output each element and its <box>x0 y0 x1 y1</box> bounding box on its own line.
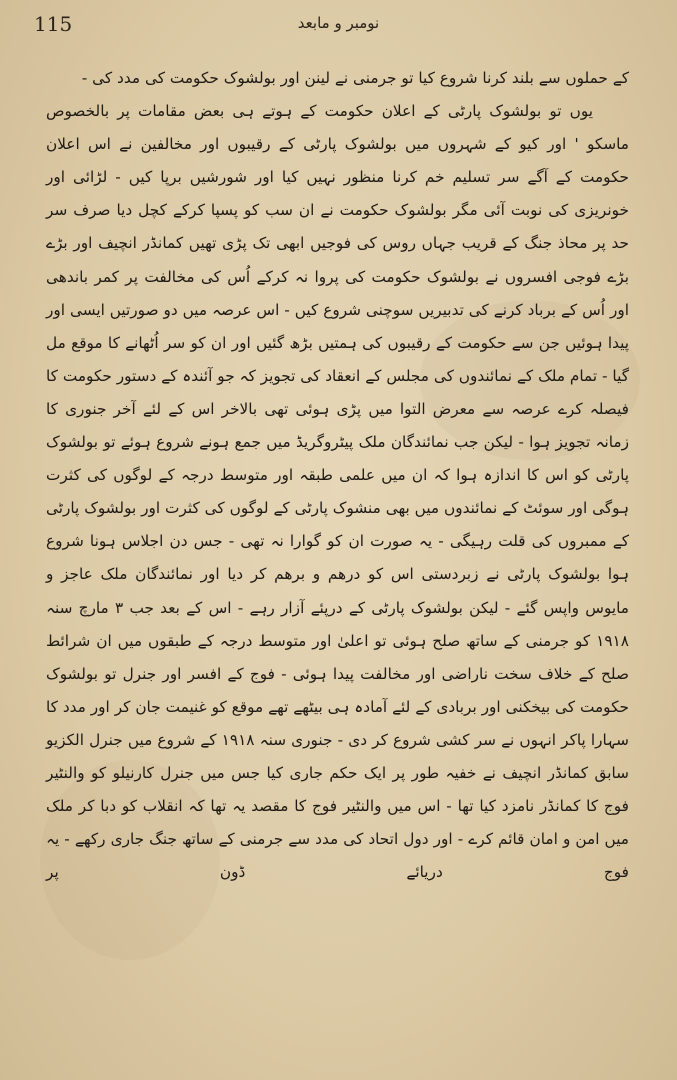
paragraph: کے حملوں سے بلند کرنا شروع کیا تو جرمنی نے لینن اور بولشوک حکومت کی مدد کی - <box>81 69 629 87</box>
body-text <box>46 62 629 889</box>
page-header <box>0 10 677 40</box>
running-title: نومبر و مابعد <box>297 14 380 32</box>
paragraph: یوں تو بولشوک پارٹی کے اعلان حکومت کے ہوتے ہی بعض مقامات پر بالخصوص ماسکو ' اور کیو کے شہروں میں بولشوک پارٹی کے رقیبوں اور مخالفین نے اس اعلان حکومت کے آگے سر تسلیم خم کرنا منظور نہیں کیا اور شورشیں برپا کیں - لڑائی اور خونریزی کی نوبت آئی مگر بولشوک حکومت نے ان سب کو پسپا کرکے کچل دیا صرف سر حد پر محاذ جنگ کے قریب جہاں روس کی فوجیں ابھی تک پڑی تھیں کمانڈر انچیف اور بڑے بڑے فوجی افسروں نے بولشوک حکومت کی پروا نہ کرکے اُس کی مخالفت پر کمر باندھی اور اُس کے برباد کرنے کی تدبیریں سوچنی شروع کیں - اس عرصہ میں دو صورتیں ایسی اور پیدا ہوئیں جن سے حکومت کے رقیبوں کی ہمتیں بڑھ گئیں اور ان کو سر اُٹھانے کا موقع مل گیا - تمام ملک کے نمائندوں کی مجلس کے انعقاد کی تجویز کہ جو آئندہ کے دستور حکومت کا فیصلہ کرے عرصہ سے معرض التوا میں پڑی ہوئی تھی بالاخر اس کے لئے آخر جنوری کا زمانہ تجویز ہوا - لیکن جب نمائندگان ملک پیٹروگریڈ میں جمع ہونے شروع ہوئے تو بولشوک پارٹی کو اس کا اندازہ ہوا کہ ان میں علمی طبقہ اور متوسط درجہ کے لوگوں کی کثرت ہوگی اور سوئٹ کے نمائندوں میں بھی منشوک پارٹی کے لوگوں کی کثرت اور بولشوک پارٹی کے ممبروں کی قلت رہیگی - یہ صورت ان کو گوارا نہ تھی - جس دن اجلاس ہونا شروع ہوا بولشوک پارٹی نے زبردستی اس کو درھم و برھم کر دیا اور نمائندگان ملک عاجز و مایوس واپس گئے - لیکن بولشوک پارٹی کے درپئے آزار رہے - اس کے بعد جب ۳ مارچ سنہ ۱۹۱۸ کو جرمنی کے ساتھ صلح ہوئی تو اعلیٰ اور متوسط درجہ کے طبقوں میں ان شرائط صلح کے خلاف سخت ناراضی اور مخالفت پیدا ہوئی - فوج کے افسر اور جنرل تو بولشوک حکومت کی بیخکنی اور بربادی کے لئے آمادہ ہی بیٹھے تھے موقع کو غنیمت جان کر اور مدد کا سہارا پاکر انہوں نے سر کشی شروع کر دی - جنوری سنہ ۱۹۱۸ کے شروع میں جنرل الکزیو سابق کمانڈر انچیف نے خفیہ طور پر ایک حکم جاری کیا جس میں جنرل کارنیلو کو والنٹیر فوج کا کمانڈر نامزد کیا تھا - اس میں والنٹیر فوج کا مقصد یہ تھا کہ انقلاب کو دبا کر ملک میں امن و امان قائم کرے - اور دول اتحاد کی مدد سے جرمنی کے ساتھ جنگ جاری رکھے - یہ فوج دریائے ڈون پر <box>46 102 629 882</box>
page-number: 115 <box>34 12 73 36</box>
